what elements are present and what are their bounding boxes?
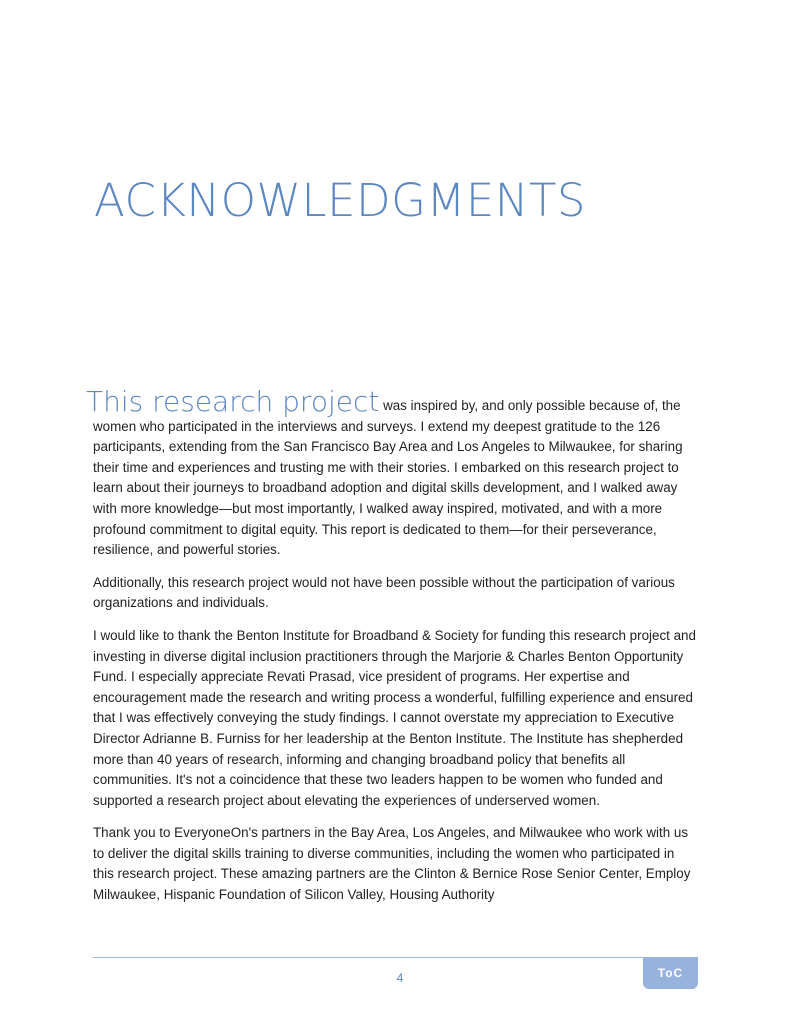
toc-button[interactable]: ToC [643,957,698,989]
lead-phrase: This research project [86,385,380,418]
paragraph-intro-text: was inspired by, and only possible because of, the women who participated in the interviews and surveys. I extend my deepest gratitude to the 126 participants, extending from the San Francisco Bay Area and Los Angeles to Milwaukee, for sharing their time and experiences and trusting me with their stories. I embarked on this research project to learn about their journeys to broadband adoption and digital skills development, and I walked away with more knowledge—but most importantly, I walked away inspired, motivated, and with a more profound commitment to digital equity. This report is dedicated to them—for their perseverance, resilience, and powerful stories. [93,398,683,558]
paragraph-organizations: Additionally, this research project would not have been possible without the participation of various organizations and individuals. [93,574,675,611]
page-number: 4 [396,971,404,985]
page-title: ACKNOWLEDGMENTS [94,174,586,227]
paragraph-intro [86,385,697,561]
body-text [86,385,697,918]
footer-divider [93,957,653,958]
paragraph-benton-institute: I would like to thank the Benton Institute for Broadband & Society for funding this research project and investing in diverse digital inclusion practitioners through the Marjorie & Charles Benton Opportunity Fund. I especially appreciate Revati Prasad, vice president of programs. Her expertise and encouragement made the research and writing process a wonderful, fulfilling experience and ensured that I was effectively conveying the study findings. I cannot overstate my appreciation to Executive Director Adrianne B. Furniss for her leadership at the Benton Institute. The Institute has shepherded more than 40 years of research, informing and changing broadband policy that benefits all communities. It's not a coincidence that these two leaders happen to be women who funded and supported a research project about elevating the experiences of underserved women. [93,627,696,808]
paragraph-partners: Thank you to EveryoneOn's partners in the Bay Area, Los Angeles, and Milwaukee who work with us to deliver the digital skills training to diverse communities, including the women who participated in this research project. These amazing partners are the Clinton & Bernice Rose Senior Center, Employ Milwaukee, Hispanic Foundation of Silicon Valley, Housing Authority [93,825,691,903]
